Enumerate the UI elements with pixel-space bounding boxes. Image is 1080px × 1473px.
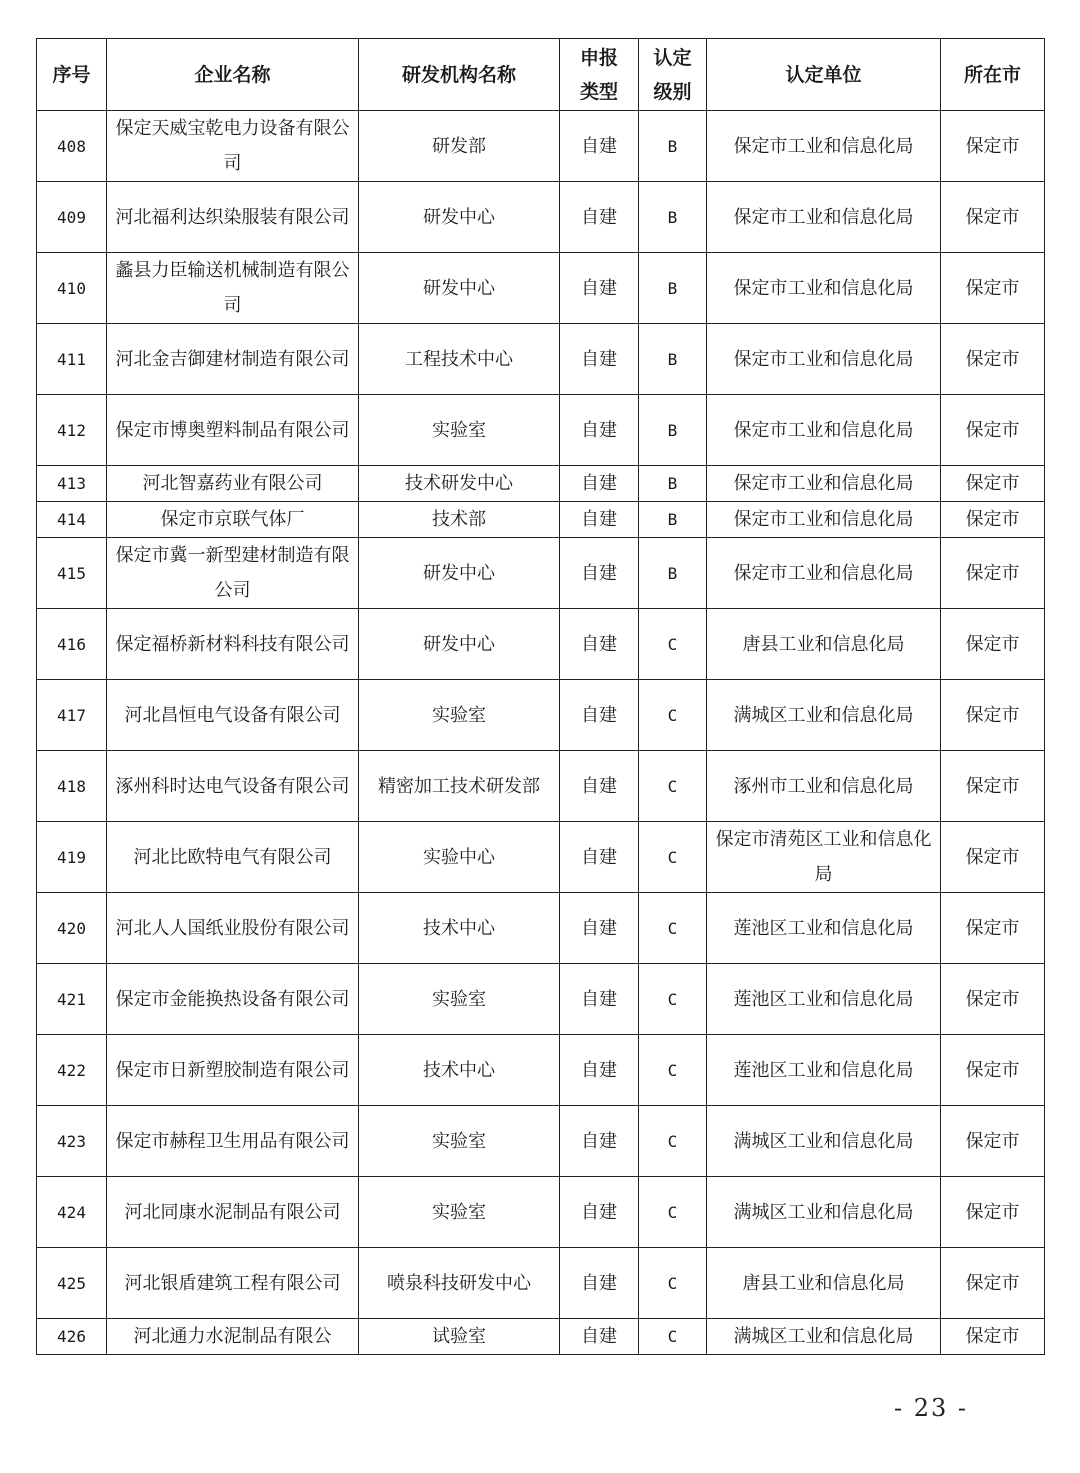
- cell-apply-type: 自建: [560, 395, 639, 466]
- cell-apply-type: 自建: [560, 964, 639, 1035]
- cell-institution: 研发中心: [359, 609, 560, 680]
- cell-no: 426: [37, 1319, 107, 1355]
- cell-no: 419: [37, 822, 107, 893]
- cell-apply-type: 自建: [560, 822, 639, 893]
- cell-city: 保定市: [941, 111, 1045, 182]
- cell-company: 保定市金能换热设备有限公司: [107, 964, 359, 1035]
- cell-institution: 实验中心: [359, 822, 560, 893]
- cell-level: C: [639, 1106, 707, 1177]
- cell-company: 保定福桥新材料科技有限公司: [107, 609, 359, 680]
- cell-apply-type: 自建: [560, 751, 639, 822]
- cell-no: 410: [37, 253, 107, 324]
- cell-unit: 保定市工业和信息化局: [707, 466, 941, 502]
- cell-level: B: [639, 253, 707, 324]
- table-row: [37, 466, 1045, 502]
- cell-level: C: [639, 609, 707, 680]
- table-row: [37, 609, 1045, 680]
- cell-company: 河北银盾建筑工程有限公司: [107, 1248, 359, 1319]
- cell-level: C: [639, 751, 707, 822]
- cell-city: 保定市: [941, 964, 1045, 1035]
- cell-company: 保定市日新塑胶制造有限公司: [107, 1035, 359, 1106]
- cell-no: 414: [37, 502, 107, 538]
- cell-apply-type: 自建: [560, 182, 639, 253]
- rd-institution-table: [36, 38, 1045, 1355]
- cell-unit: 保定市工业和信息化局: [707, 324, 941, 395]
- cell-level: C: [639, 893, 707, 964]
- cell-institution: 喷泉科技研发中心: [359, 1248, 560, 1319]
- table-row: [37, 502, 1045, 538]
- cell-unit: 满城区工业和信息化局: [707, 1106, 941, 1177]
- cell-city: 保定市: [941, 751, 1045, 822]
- record-table-container: [36, 38, 1044, 1355]
- cell-city: 保定市: [941, 822, 1045, 893]
- cell-company: 河北通力水泥制品有限公: [107, 1319, 359, 1355]
- cell-unit: 满城区工业和信息化局: [707, 1319, 941, 1355]
- cell-no: 411: [37, 324, 107, 395]
- cell-institution: 研发中心: [359, 538, 560, 609]
- cell-level: C: [639, 1248, 707, 1319]
- cell-no: 408: [37, 111, 107, 182]
- cell-no: 423: [37, 1106, 107, 1177]
- cell-institution: 实验室: [359, 395, 560, 466]
- cell-apply-type: 自建: [560, 324, 639, 395]
- cell-no: 412: [37, 395, 107, 466]
- cell-apply-type: 自建: [560, 538, 639, 609]
- cell-company: 保定市冀一新型建材制造有限公司: [107, 538, 359, 609]
- cell-apply-type: 自建: [560, 253, 639, 324]
- cell-company: 河北福利达织染服装有限公司: [107, 182, 359, 253]
- header-level: 认定级别: [639, 39, 707, 111]
- cell-institution: 技术中心: [359, 893, 560, 964]
- cell-level: C: [639, 1035, 707, 1106]
- cell-city: 保定市: [941, 253, 1045, 324]
- cell-level: B: [639, 111, 707, 182]
- cell-unit: 保定市工业和信息化局: [707, 395, 941, 466]
- cell-unit: 唐县工业和信息化局: [707, 1248, 941, 1319]
- cell-level: C: [639, 1319, 707, 1355]
- cell-city: 保定市: [941, 1035, 1045, 1106]
- cell-level: C: [639, 680, 707, 751]
- cell-level: B: [639, 395, 707, 466]
- cell-no: 418: [37, 751, 107, 822]
- cell-institution: 实验室: [359, 1177, 560, 1248]
- cell-company: 保定市京联气体厂: [107, 502, 359, 538]
- table-row: [37, 324, 1045, 395]
- cell-apply-type: 自建: [560, 1035, 639, 1106]
- cell-institution: 研发部: [359, 111, 560, 182]
- table-row: [37, 1106, 1045, 1177]
- cell-no: 413: [37, 466, 107, 502]
- cell-company: 保定市博奥塑料制品有限公司: [107, 395, 359, 466]
- cell-city: 保定市: [941, 395, 1045, 466]
- cell-city: 保定市: [941, 538, 1045, 609]
- cell-city: 保定市: [941, 1106, 1045, 1177]
- cell-company: 保定天威宝乾电力设备有限公司: [107, 111, 359, 182]
- cell-level: C: [639, 822, 707, 893]
- cell-unit: 满城区工业和信息化局: [707, 1177, 941, 1248]
- cell-no: 422: [37, 1035, 107, 1106]
- cell-city: 保定市: [941, 466, 1045, 502]
- cell-city: 保定市: [941, 324, 1045, 395]
- cell-level: B: [639, 182, 707, 253]
- cell-company: 河北人人国纸业股份有限公司: [107, 893, 359, 964]
- table-row: [37, 751, 1045, 822]
- table-row: [37, 964, 1045, 1035]
- cell-apply-type: 自建: [560, 466, 639, 502]
- cell-company: 河北智嘉药业有限公司: [107, 466, 359, 502]
- cell-company: 蠡县力臣输送机械制造有限公司: [107, 253, 359, 324]
- cell-no: 415: [37, 538, 107, 609]
- header-company: 企业名称: [107, 39, 359, 111]
- cell-company: 河北比欧特电气有限公司: [107, 822, 359, 893]
- header-unit: 认定单位: [707, 39, 941, 111]
- table-row: [37, 1035, 1045, 1106]
- table-header-row: [37, 39, 1045, 111]
- cell-unit: 莲池区工业和信息化局: [707, 1035, 941, 1106]
- cell-company: 涿州科时达电气设备有限公司: [107, 751, 359, 822]
- cell-apply-type: 自建: [560, 502, 639, 538]
- cell-unit: 保定市清苑区工业和信息化局: [707, 822, 941, 893]
- table-row: [37, 1248, 1045, 1319]
- cell-unit: 保定市工业和信息化局: [707, 253, 941, 324]
- cell-apply-type: 自建: [560, 1106, 639, 1177]
- cell-no: 409: [37, 182, 107, 253]
- cell-no: 420: [37, 893, 107, 964]
- cell-unit: 唐县工业和信息化局: [707, 609, 941, 680]
- table-row: [37, 1319, 1045, 1355]
- cell-level: C: [639, 1177, 707, 1248]
- table-row: [37, 395, 1045, 466]
- table-row: [37, 822, 1045, 893]
- cell-no: 421: [37, 964, 107, 1035]
- cell-institution: 试验室: [359, 1319, 560, 1355]
- cell-company: 河北同康水泥制品有限公司: [107, 1177, 359, 1248]
- table-row: [37, 1177, 1045, 1248]
- cell-institution: 研发中心: [359, 182, 560, 253]
- cell-apply-type: 自建: [560, 1177, 639, 1248]
- cell-city: 保定市: [941, 1319, 1045, 1355]
- table-row: [37, 253, 1045, 324]
- cell-institution: 实验室: [359, 964, 560, 1035]
- cell-institution: 研发中心: [359, 253, 560, 324]
- table-row: [37, 182, 1045, 253]
- cell-unit: 涿州市工业和信息化局: [707, 751, 941, 822]
- cell-city: 保定市: [941, 1177, 1045, 1248]
- cell-unit: 保定市工业和信息化局: [707, 538, 941, 609]
- cell-unit: 保定市工业和信息化局: [707, 182, 941, 253]
- cell-institution: 精密加工技术研发部: [359, 751, 560, 822]
- cell-apply-type: 自建: [560, 609, 639, 680]
- table-row: [37, 680, 1045, 751]
- header-no: 序号: [37, 39, 107, 111]
- table-row: [37, 893, 1045, 964]
- cell-institution: 技术研发中心: [359, 466, 560, 502]
- cell-institution: 实验室: [359, 680, 560, 751]
- cell-apply-type: 自建: [560, 111, 639, 182]
- cell-level: C: [639, 964, 707, 1035]
- cell-city: 保定市: [941, 609, 1045, 680]
- cell-unit: 莲池区工业和信息化局: [707, 964, 941, 1035]
- cell-no: 424: [37, 1177, 107, 1248]
- cell-city: 保定市: [941, 893, 1045, 964]
- cell-institution: 实验室: [359, 1106, 560, 1177]
- header-city: 所在市: [941, 39, 1045, 111]
- cell-no: 416: [37, 609, 107, 680]
- cell-level: B: [639, 324, 707, 395]
- header-apply-type: 申报类型: [560, 39, 639, 111]
- cell-level: B: [639, 502, 707, 538]
- cell-unit: 保定市工业和信息化局: [707, 111, 941, 182]
- cell-apply-type: 自建: [560, 680, 639, 751]
- header-institution: 研发机构名称: [359, 39, 560, 111]
- cell-unit: 保定市工业和信息化局: [707, 502, 941, 538]
- cell-apply-type: 自建: [560, 893, 639, 964]
- table-row: [37, 538, 1045, 609]
- page-number: - 23 -: [894, 1394, 969, 1422]
- cell-city: 保定市: [941, 502, 1045, 538]
- table-body: [37, 111, 1045, 1355]
- cell-unit: 满城区工业和信息化局: [707, 680, 941, 751]
- table-row: [37, 111, 1045, 182]
- cell-level: B: [639, 538, 707, 609]
- cell-city: 保定市: [941, 680, 1045, 751]
- cell-city: 保定市: [941, 182, 1045, 253]
- cell-institution: 技术部: [359, 502, 560, 538]
- cell-unit: 莲池区工业和信息化局: [707, 893, 941, 964]
- cell-company: 河北金吉御建材制造有限公司: [107, 324, 359, 395]
- cell-company: 河北昌恒电气设备有限公司: [107, 680, 359, 751]
- cell-institution: 技术中心: [359, 1035, 560, 1106]
- cell-apply-type: 自建: [560, 1248, 639, 1319]
- cell-city: 保定市: [941, 1248, 1045, 1319]
- cell-level: B: [639, 466, 707, 502]
- cell-institution: 工程技术中心: [359, 324, 560, 395]
- cell-apply-type: 自建: [560, 1319, 639, 1355]
- cell-no: 425: [37, 1248, 107, 1319]
- cell-no: 417: [37, 680, 107, 751]
- cell-company: 保定市赫程卫生用品有限公司: [107, 1106, 359, 1177]
